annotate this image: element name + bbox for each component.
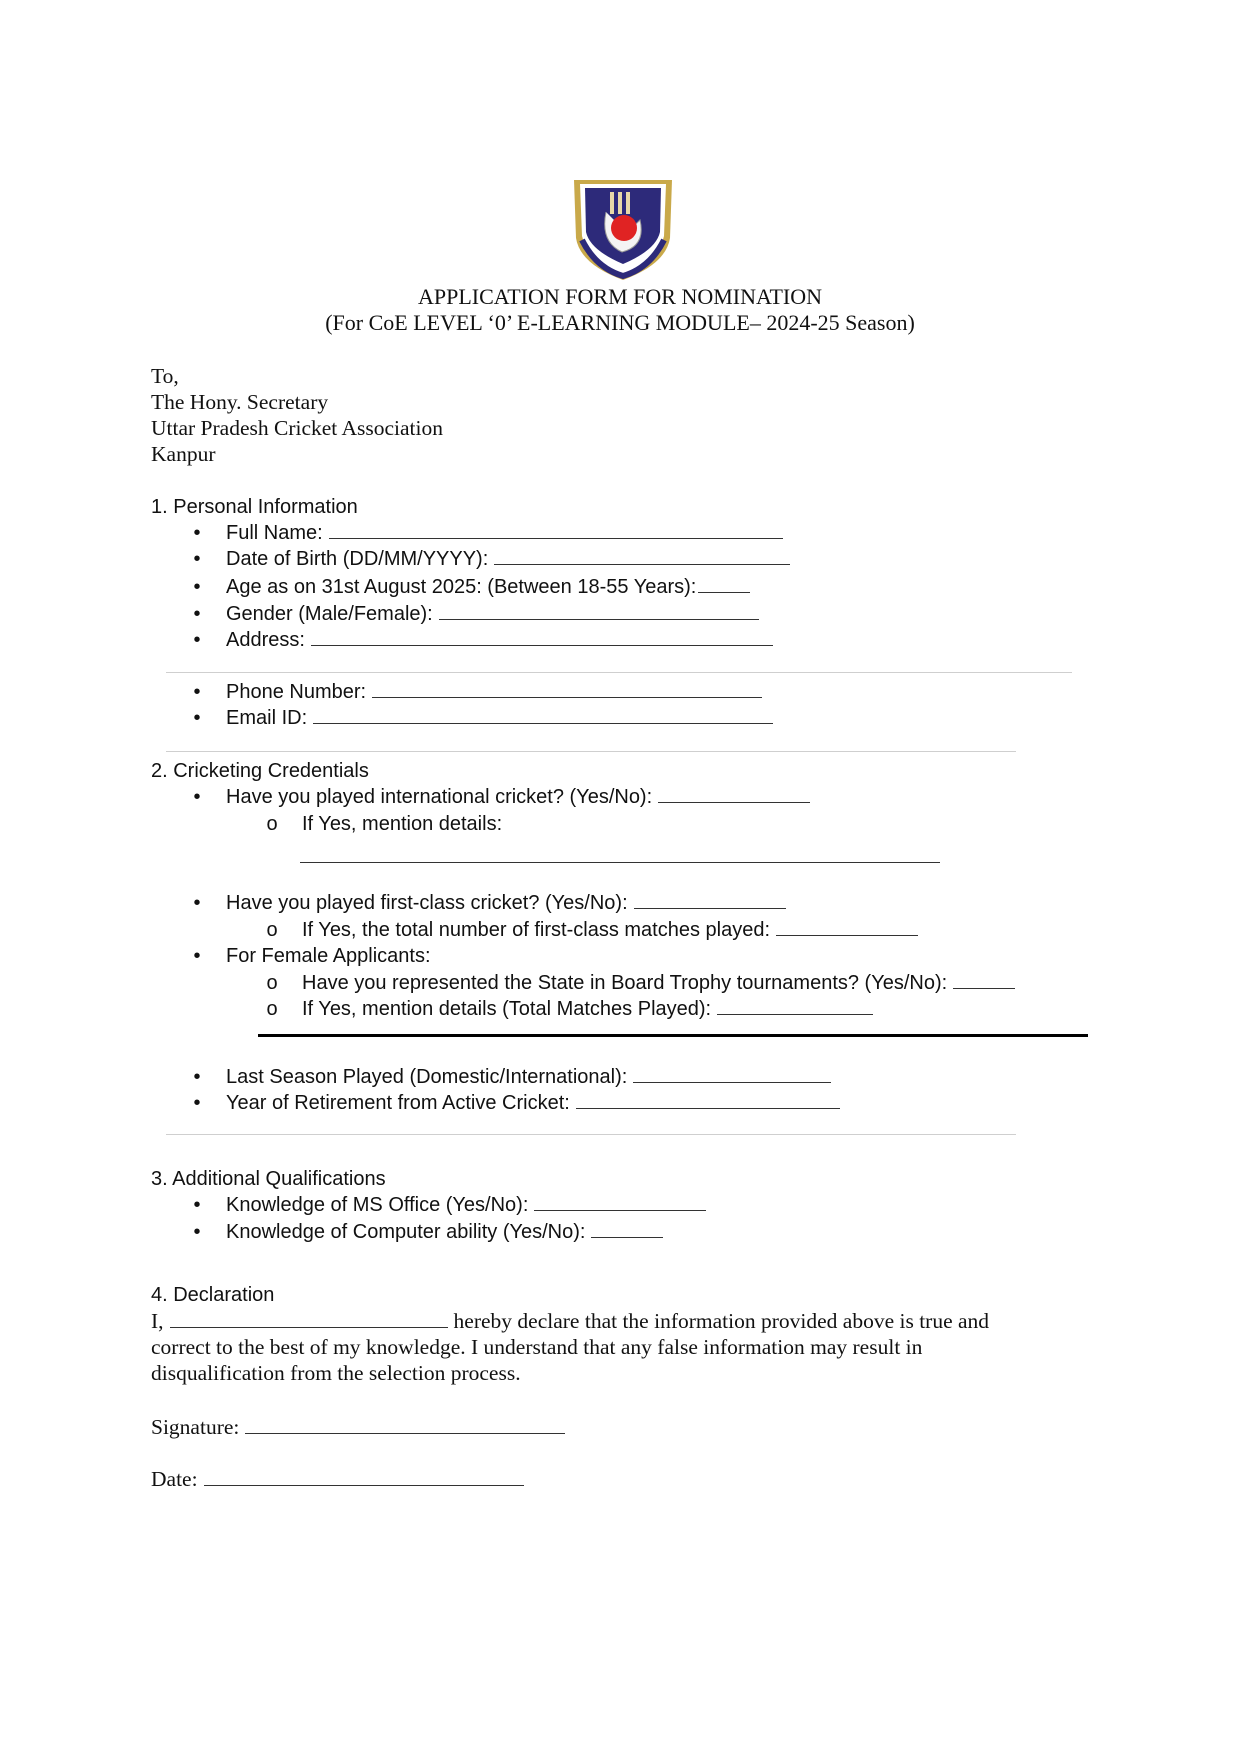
first-class-label: Have you played first-class cricket? (Yes/No):	[226, 892, 628, 914]
declaration-text: hereby declare that the information provided above is true and correct to the best of my knowledge. I understand that any false information may result in disqualification from the selection process.	[151, 1309, 990, 1385]
address-line-city: Kanpur	[151, 442, 216, 466]
bullet: •	[193, 786, 201, 808]
age-field[interactable]	[698, 574, 750, 593]
bullet: •	[193, 1194, 201, 1216]
bullet: •	[193, 1221, 201, 1243]
section-cricket-heading: 2. Cricketing Credentials	[151, 760, 369, 782]
bullet: •	[193, 548, 201, 570]
bullet: •	[193, 629, 201, 651]
dob-field[interactable]	[494, 546, 790, 565]
bullet: •	[193, 1092, 201, 1114]
form-subtitle: (For CoE LEVEL ‘0’ E-LEARNING MODULE– 2024-25 Season)	[325, 310, 915, 335]
first-class-matches-field[interactable]	[776, 917, 918, 936]
board-trophy-label: Have you represented the State in Board Trophy tournaments? (Yes/No):	[302, 972, 948, 994]
address-line-organization: Uttar Pradesh Cricket Association	[151, 416, 443, 440]
date-row	[151, 1466, 524, 1492]
upca-logo	[566, 172, 680, 284]
section-declaration-heading: 4. Declaration	[151, 1284, 275, 1306]
ms-office-field[interactable]	[534, 1192, 706, 1211]
bullet: •	[193, 603, 201, 625]
gender-field[interactable]	[439, 601, 759, 620]
declarant-name-field[interactable]	[170, 1309, 448, 1328]
sub-bullet: o	[266, 998, 278, 1020]
board-trophy-field[interactable]	[953, 970, 1015, 989]
sub-bullet: o	[266, 919, 278, 941]
sub-bullet: o	[266, 813, 278, 835]
board-trophy-details-label: If Yes, mention details (Total Matches Played):	[302, 998, 712, 1020]
form-title: APPLICATION FORM FOR NOMINATION	[418, 284, 822, 309]
full-name-label: Full Name:	[226, 522, 323, 544]
international-field[interactable]	[658, 784, 810, 803]
date-label: Date:	[151, 1467, 198, 1491]
date-field[interactable]	[204, 1467, 524, 1486]
sub-bullet: o	[266, 972, 278, 994]
dob-label: Date of Birth (DD/MM/YYYY):	[226, 548, 489, 570]
bullet: •	[193, 892, 201, 914]
international-label: Have you played international cricket? (Yes/No):	[226, 786, 653, 808]
full-name-field[interactable]	[329, 520, 783, 539]
email-field[interactable]	[313, 705, 773, 724]
bullet: •	[193, 945, 201, 967]
address-line-to: To,	[151, 364, 179, 388]
bullet: •	[193, 576, 201, 598]
female-applicants-label: For Female Applicants:	[226, 945, 431, 967]
retirement-year-field[interactable]	[576, 1090, 840, 1109]
first-class-field[interactable]	[634, 890, 786, 909]
divider	[166, 751, 1016, 752]
divider	[166, 1134, 1016, 1135]
bullet: •	[193, 1066, 201, 1088]
bullet: •	[193, 522, 201, 544]
retirement-year-label: Year of Retirement from Active Cricket:	[226, 1092, 570, 1114]
address-line-recipient: The Hony. Secretary	[151, 390, 329, 414]
divider	[166, 672, 1072, 673]
signature-row	[151, 1414, 565, 1440]
phone-field[interactable]	[372, 679, 762, 698]
declaration-paragraph	[151, 1308, 1051, 1386]
computer-ability-field[interactable]	[591, 1219, 663, 1238]
email-label: Email ID:	[226, 707, 308, 729]
address-label: Address:	[226, 629, 305, 651]
age-label: Age as on 31st August 2025: (Between 18-55 Years):	[226, 576, 697, 598]
declaration-prefix: I,	[151, 1309, 164, 1333]
international-details-label: If Yes, mention details:	[302, 813, 503, 835]
gender-label: Gender (Male/Female):	[226, 603, 433, 625]
computer-ability-label: Knowledge of Computer ability (Yes/No):	[226, 1221, 586, 1243]
signature-field[interactable]	[245, 1415, 565, 1434]
address-field[interactable]	[311, 627, 773, 646]
section-personal-heading: 1. Personal Information	[151, 496, 358, 518]
last-season-field[interactable]	[633, 1064, 831, 1083]
board-trophy-details-field[interactable]	[717, 996, 873, 1015]
first-class-matches-label: If Yes, the total number of first-class matches played:	[302, 919, 771, 941]
last-season-label: Last Season Played (Domestic/International):	[226, 1066, 628, 1088]
phone-label: Phone Number:	[226, 681, 367, 703]
divider	[258, 1034, 1088, 1037]
ms-office-label: Knowledge of MS Office (Yes/No):	[226, 1194, 529, 1216]
bullet: •	[193, 681, 201, 703]
section-additional-heading: 3. Additional Qualifications	[151, 1168, 386, 1190]
bullet: •	[193, 707, 201, 729]
international-details-field[interactable]	[300, 862, 940, 863]
signature-label: Signature:	[151, 1415, 240, 1439]
